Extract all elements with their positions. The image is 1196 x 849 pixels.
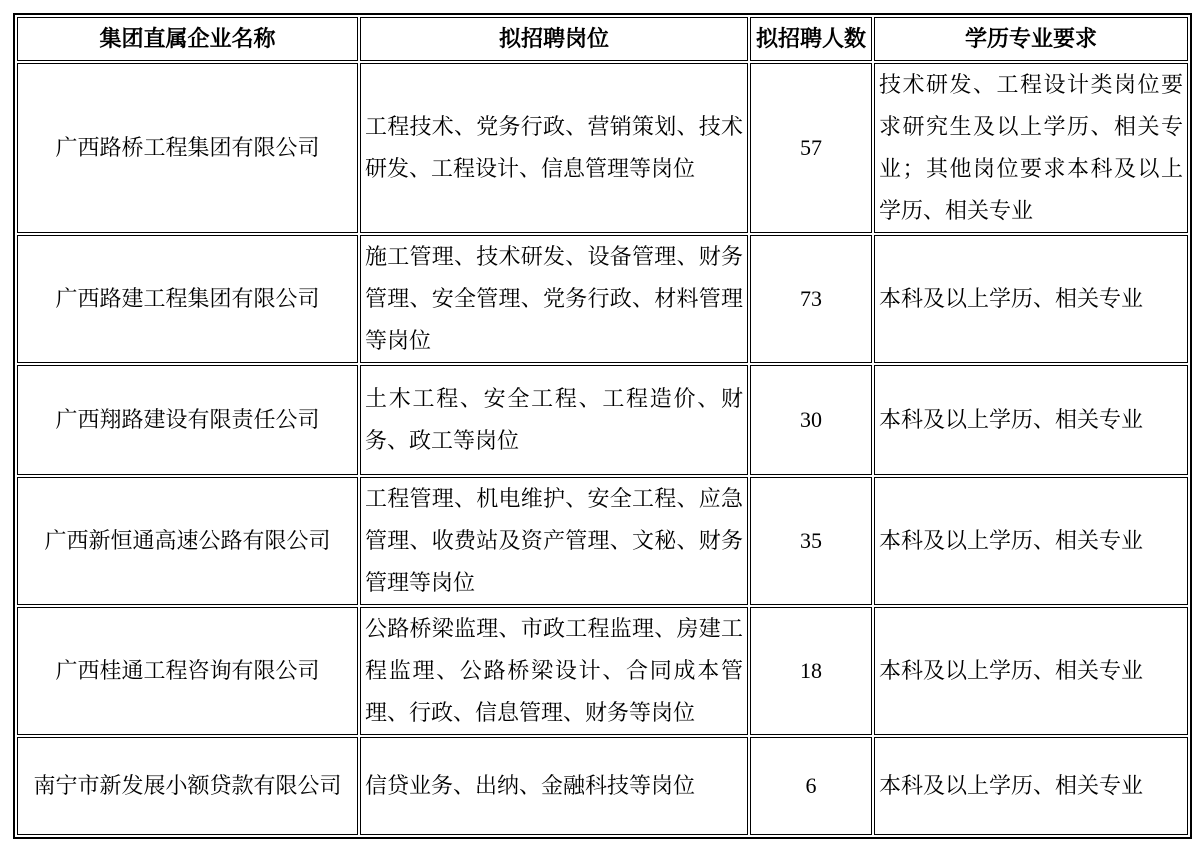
positions-cell: 施工管理、技术研发、设备管理、财务管理、安全管理、党务行政、材料管理等岗位	[360, 235, 748, 363]
column-header-positions: 拟招聘岗位	[360, 17, 748, 61]
company-cell: 广西新恒通高速公路有限公司	[17, 477, 358, 605]
header-row	[17, 17, 1188, 61]
requirements-cell: 技术研发、工程设计类岗位要求研究生及以上学历、相关专业；其他岗位要求本科及以上学历、相关专业	[874, 63, 1188, 233]
headcount-cell: 18	[750, 607, 872, 735]
requirements-cell: 本科及以上学历、相关专业	[874, 235, 1188, 363]
table-row	[17, 477, 1188, 605]
positions-cell: 工程管理、机电维护、安全工程、应急管理、收费站及资产管理、文秘、财务管理等岗位	[360, 477, 748, 605]
company-cell: 南宁市新发展小额贷款有限公司	[17, 737, 358, 835]
table-row	[17, 607, 1188, 735]
table-row	[17, 235, 1188, 363]
column-header-requirements: 学历专业要求	[874, 17, 1188, 61]
headcount-cell: 30	[750, 365, 872, 475]
requirements-cell: 本科及以上学历、相关专业	[874, 737, 1188, 835]
headcount-cell: 57	[750, 63, 872, 233]
headcount-cell: 35	[750, 477, 872, 605]
table-row	[17, 63, 1188, 233]
headcount-cell: 73	[750, 235, 872, 363]
column-header-company: 集团直属企业名称	[17, 17, 358, 61]
company-cell: 广西桂通工程咨询有限公司	[17, 607, 358, 735]
company-cell: 广西翔路建设有限责任公司	[17, 365, 358, 475]
company-cell: 广西路建工程集团有限公司	[17, 235, 358, 363]
table-row	[17, 365, 1188, 475]
recruitment-table	[13, 13, 1192, 839]
positions-cell: 公路桥梁监理、市政工程监理、房建工程监理、公路桥梁设计、合同成本管理、行政、信息管理、财务等岗位	[360, 607, 748, 735]
positions-cell: 土木工程、安全工程、工程造价、财务、政工等岗位	[360, 365, 748, 475]
company-cell: 广西路桥工程集团有限公司	[17, 63, 358, 233]
requirements-cell: 本科及以上学历、相关专业	[874, 607, 1188, 735]
positions-cell: 信贷业务、出纳、金融科技等岗位	[360, 737, 748, 835]
headcount-cell: 6	[750, 737, 872, 835]
requirements-cell: 本科及以上学历、相关专业	[874, 365, 1188, 475]
column-header-headcount: 拟招聘人数	[750, 17, 872, 61]
requirements-cell: 本科及以上学历、相关专业	[874, 477, 1188, 605]
positions-cell: 工程技术、党务行政、营销策划、技术研发、工程设计、信息管理等岗位	[360, 63, 748, 233]
table-row	[17, 737, 1188, 835]
